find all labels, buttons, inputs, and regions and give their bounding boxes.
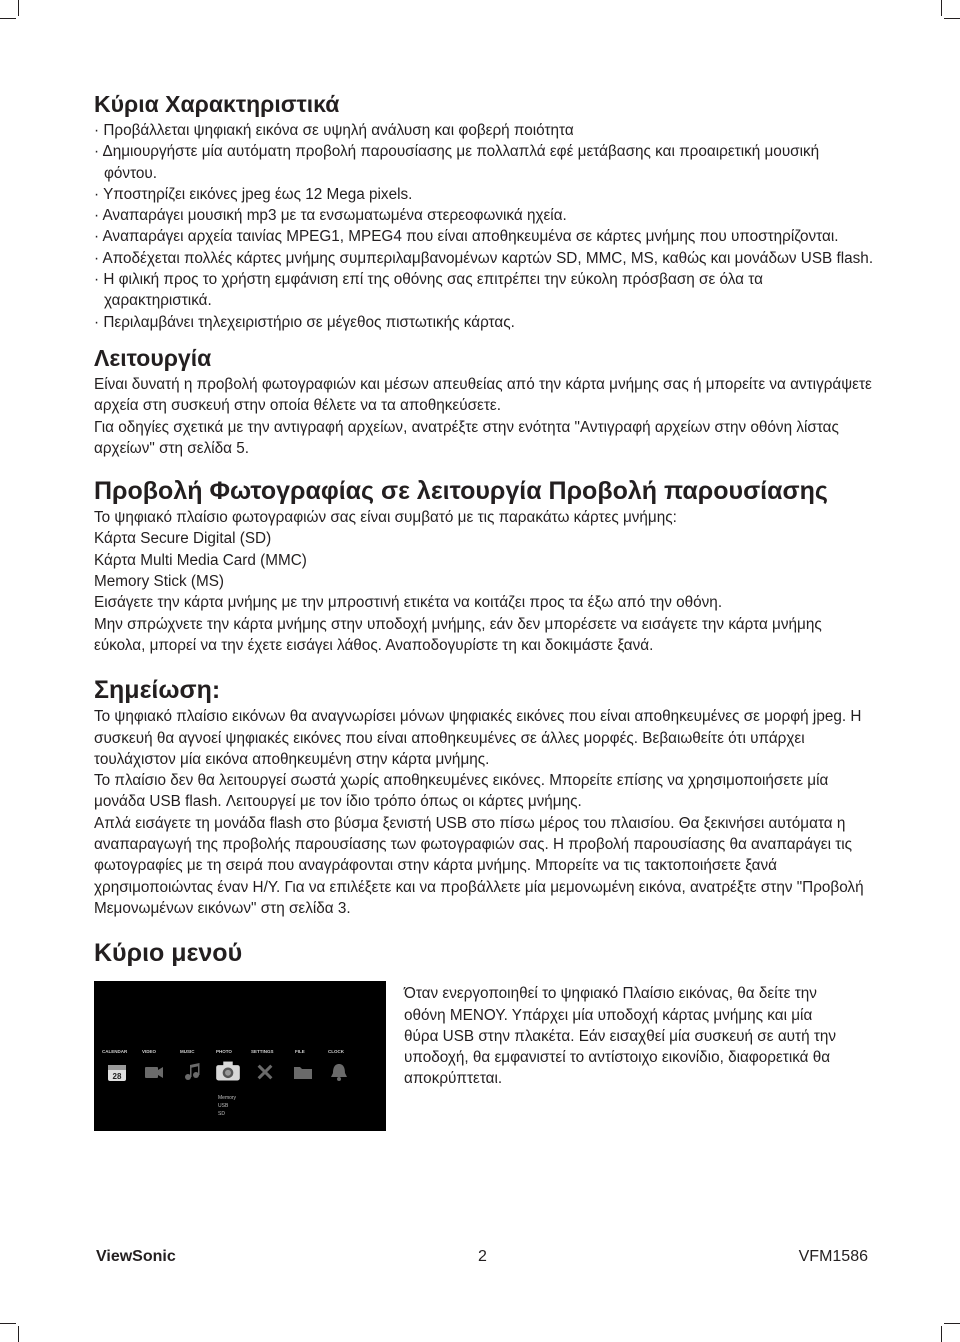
menu-sub-memory: Memory xyxy=(218,1095,237,1102)
main-menu-title: Κύριο μενού xyxy=(94,939,243,968)
feature-item: · Περιλαμβάνει τηλεχειριστήριο σε μέγεθος πιστωτικής κάρτας. xyxy=(94,313,515,331)
file-folder-icon xyxy=(292,1061,314,1083)
feature-item: · Αποδέχεται πολλές κάρτες μνήμης συμπεριλαμβανομένων καρτών SD, MMC, MS, καθώς και μονάδων USB flash. xyxy=(94,249,874,267)
note-paragraph: Το πλαίσιο δεν θα λειτουργεί σωστά χωρίς αποθηκευμένες εικόνες. Μπορείτε επίσης να χρησιμοποιήσετε μία μονάδα USB flash. Λειτουργεί με τον ίδιο τρόπο όπως οι κάρτες μνήμης. xyxy=(94,772,829,811)
feature-item: · Αναπαράγει αρχεία ταινίας MPEG1, MPEG4 που είναι αποθηκευμένα σε κάρτες μνήμης που υποστηρίζονται. xyxy=(94,228,839,246)
slideshow-paragraph: Μην σπρώχνετε την κάρτα μνήμης στην υποδοχή μνήμης, εάν δεν μπορέσετε να εισάγετε την κάρτα μνήμης εύκολα, μπορεί να την έχετε εισάγει λάθος. Αναποδογυρίστε τη και δοκιμάστε ξανά. xyxy=(94,615,822,654)
footer-model: VFM1586 xyxy=(798,1248,868,1265)
crop-mark-tl-v xyxy=(18,0,19,16)
feature-item: · Προβάλλεται ψηφιακή εικόνα σε υψηλή ανάλυση και φοβερή ποιότητα xyxy=(94,122,574,139)
feature-item: · Αναπαράγει μουσική mp3 με τα ενσωματωμένα στερεοφωνικά ηχεία. xyxy=(94,207,567,225)
feature-item: · Η φιλική προς το χρήστη εμφάνιση επί της οθόνης σας επιτρέπει την εύκολη πρόσβαση σε όλα τα χαρακτηριστικά. xyxy=(94,271,763,310)
operation-title: Λειτουργία xyxy=(94,344,212,371)
crop-mark-bl-v xyxy=(18,1326,19,1342)
feature-item: · Υποστηρίζει εικόνες jpeg έως 12 Mega pixels. xyxy=(94,185,413,203)
main-menu-section xyxy=(94,939,874,1139)
clock-bell-icon xyxy=(328,1061,350,1083)
slideshow-paragraph: Το ψηφιακό πλαίσιο φωτογραφιών σας είναι συμβατό με τις παρακάτω κάρτες μνήμης: xyxy=(94,509,677,527)
slideshow-title: Προβολή Φωτογραφίας σε λειτουργία Προβολή παρουσίασης xyxy=(94,477,828,506)
note-paragraph: Απλά εισάγετε τη μονάδα flash στο βύσμα ξενιστή USB στο πίσω μέρος του πλαισίου. Θα ξεκινήσει αυτόματα η αναπαραγωγή της προβολής παρουσίασης των φωτογραφιών σας. Η προβολή παρουσίασης θα αναπαράγει τις φωτογραφίες με τη σειρά που αναγράφονται στην κάρτα μνήμης. Μπορείτε να τις τακτοποιήσετε ξανά χρησιμοποιώντας έναν Η/Υ. Για να επιλέξετε και να προβάλλετε μία μεμονωμένη εικόνα, ανατρέξτε στην "Προβολή Μεμονωμένων εικόνων" στη σελίδα 3. xyxy=(94,814,864,917)
footer-brand: ViewSonic xyxy=(96,1248,176,1265)
calendar-day: 28 xyxy=(112,1072,122,1082)
settings-tools-icon xyxy=(254,1061,276,1083)
menu-label-clock: CLOCK xyxy=(328,1049,344,1055)
feature-item: · Δημιουργήστε μία αυτόματη προβολή παρουσίασης με πολλαπλά εφέ μετάβασης και προαιρετική μουσική φόντου. xyxy=(94,143,820,182)
crop-mark-tr-v xyxy=(941,0,942,16)
menu-label-calendar: CALENDAR xyxy=(102,1049,128,1055)
menu-label-video: VIDEO xyxy=(142,1049,157,1055)
page-footer xyxy=(96,1248,868,1270)
crop-mark-tl-h xyxy=(0,18,16,19)
features-section xyxy=(94,90,874,333)
operation-paragraph: Για οδηγίες σχετικά με την αντιγραφή αρχείων, ανατρέξτε στην ενότητα "Αντιγραφή αρχείων στην οθόνη λίστας αρχείων" στη σελίδα 5. xyxy=(94,418,839,457)
crop-mark-tr-h xyxy=(944,18,960,19)
menu-label-photo: PHOTO xyxy=(216,1049,232,1055)
slideshow-section xyxy=(94,477,874,656)
menu-label-file: FILE xyxy=(295,1049,305,1055)
note-paragraph: Το ψηφιακό πλαίσιο εικόνων θα αναγνωρίσει μόνων ψηφιακές εικόνες που είναι αποθηκευμένες σε μορφή jpeg. Η συσκευή θα αγνοεί ψηφιακές εικόνες που είναι αποθηκευμένες σε άλλες μορφές. Βεβαιωθείτε ότι υπάρχει τουλάχιστον μία εικόνα αποθηκευμένη στην κάρτα μνήμης. xyxy=(94,708,862,768)
menu-label-music: MUSIC xyxy=(180,1049,195,1055)
menu-sub-sd: SD xyxy=(218,1111,225,1118)
slideshow-paragraph: Εισάγετε την κάρτα μνήμης με την μπροστινή ετικέτα να κοιτάζει προς τα έξω από την οθόνη. xyxy=(94,594,723,612)
crop-mark-br-v xyxy=(941,1326,942,1342)
calendar-icon xyxy=(106,1061,128,1083)
photo-camera-icon xyxy=(215,1058,241,1084)
operation-paragraph: Είναι δυνατή η προβολή φωτογραφιών και μέσων απευθείας από την κάρτα μνήμης σας ή μπορείτε να αντιγράψετε αρχεία στη συσκευή στην οποία θέλετε να τα αποθηκεύσετε. xyxy=(94,375,872,415)
menu-sub-usb: USB xyxy=(218,1103,229,1110)
slideshow-paragraph: Memory Stick (MS) xyxy=(94,573,225,591)
crop-mark-bl-h xyxy=(0,1323,16,1324)
operation-section xyxy=(94,344,874,459)
crop-mark-br-h xyxy=(944,1323,960,1324)
footer-page-number: 2 xyxy=(478,1248,487,1265)
note-section xyxy=(94,676,874,919)
menu-screen-image xyxy=(94,981,386,1131)
video-icon xyxy=(143,1061,165,1083)
slideshow-paragraph: Κάρτα Multi Media Card (MMC) xyxy=(94,551,307,569)
menu-label-settings: SETTINGS xyxy=(251,1049,274,1055)
main-menu-description-box xyxy=(404,983,844,1089)
page-content xyxy=(94,90,874,1139)
main-menu-description: Όταν ενεργοποιηθεί το ψηφιακό Πλαίσιο εικόνας, θα δείτε την οθόνη ΜΕΝΟΥ. Υπάρχει μία υποδοχή κάρτας μνήμης και μία θύρα USB στην πλακέτα. Εάν εισαχθεί μία συσκευή σε αυτή την υποδοχή, θα εμφανιστεί το αντίστοιχο εικονίδιο, διαφορετικά θα αποκρύπτεται. xyxy=(404,985,837,1088)
features-title: Κύρια Χαρακτηριστικά xyxy=(94,91,340,117)
features-list xyxy=(94,120,874,333)
note-title: Σημείωση: xyxy=(94,676,221,705)
slideshow-paragraph: Κάρτα Secure Digital (SD) xyxy=(94,530,272,548)
main-menu-row xyxy=(94,979,874,1139)
music-icon xyxy=(180,1061,202,1083)
